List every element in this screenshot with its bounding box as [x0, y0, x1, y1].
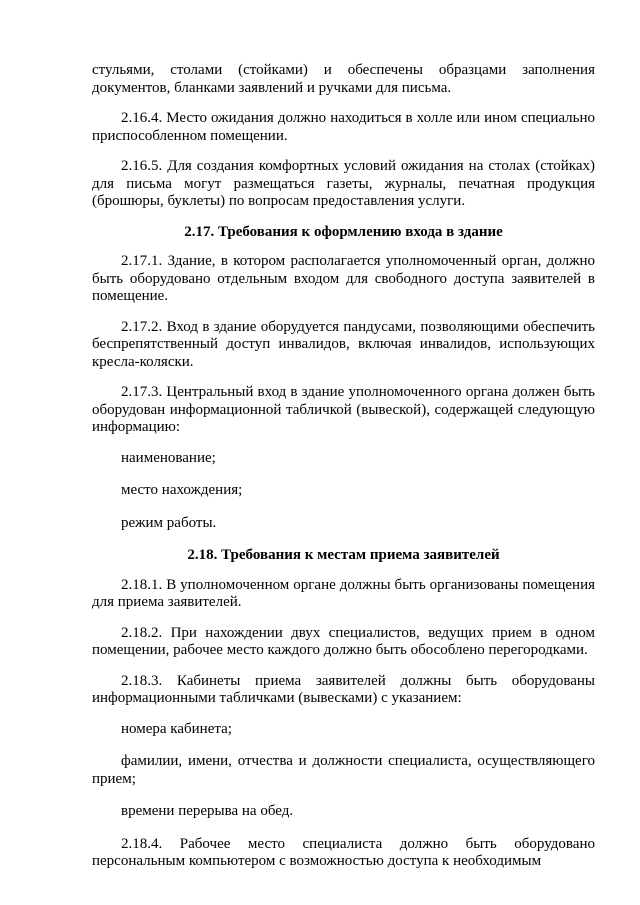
section-heading-2-18: 2.18. Требования к местам приема заявителей	[187, 547, 500, 563]
paragraph-2-16-4: 2.16.4. Место ожидания должно находиться в холле или ином специально приспособленном помещении.	[92, 110, 595, 144]
paragraph-2-17-3: 2.17.3. Центральный вход в здание уполномоченного органа должен быть оборудован информационной табличкой (вывеской), содержащей следующую информацию:	[92, 384, 595, 435]
paragraph-2-18-4: 2.18.4. Рабочее место специалиста должно быть оборудовано персональным компьютером с возможностью доступа к необходимым	[92, 835, 595, 869]
paragraph-2-18-3: 2.18.3. Кабинеты приема заявителей должны быть оборудованы информационными табличками (вывесками) с указанием:	[92, 672, 595, 706]
list-item-work-hours: режим работы.	[121, 514, 217, 531]
paragraph-2-18-2: 2.18.2. При нахождении двух специалистов, ведущих прием в одном помещении, рабочее место каждого должно быть обособлено перегородками.	[92, 624, 595, 658]
list-item-room-number: номера кабинета;	[121, 720, 232, 737]
paragraph-2-18-1: 2.18.1. В уполномоченном органе должны быть организованы помещения для приема заявителей.	[92, 576, 595, 610]
paragraph-continuation: стульями, столами (стойками) и обеспечены образцами заполнения документов, бланками заявлений и ручками для письма.	[92, 62, 595, 96]
list-item-name: наименование;	[121, 449, 216, 466]
section-heading-2-17: 2.17. Требования к оформлению входа в здание	[184, 223, 503, 240]
paragraph-2-17-1: 2.17.1. Здание, в котором располагается уполномоченный орган, должно быть оборудовано отдельным входом для свободного доступа заявителей в помещение.	[92, 253, 595, 304]
paragraph-2-16-5: 2.16.5. Для создания комфортных условий ожидания на столах (стойках) для письма могут размещаться газеты, журналы, печатная продукция (брошюры, буклеты) по вопросам предоставления услуги.	[92, 158, 595, 209]
list-item-specialist-name: фамилии, имени, отчества и должности специалиста, осуществляющего прием;	[92, 753, 595, 787]
document-page	[92, 62, 595, 884]
list-item-lunch-break: времени перерыва на обед.	[121, 803, 294, 819]
paragraph-2-17-2: 2.17.2. Вход в здание оборудуется пандусами, позволяющими обеспечить беспрепятственный доступ инвалидов, включая инвалидов, использующих кресла-коляски.	[92, 318, 595, 370]
list-item-location: место нахождения;	[121, 482, 243, 498]
